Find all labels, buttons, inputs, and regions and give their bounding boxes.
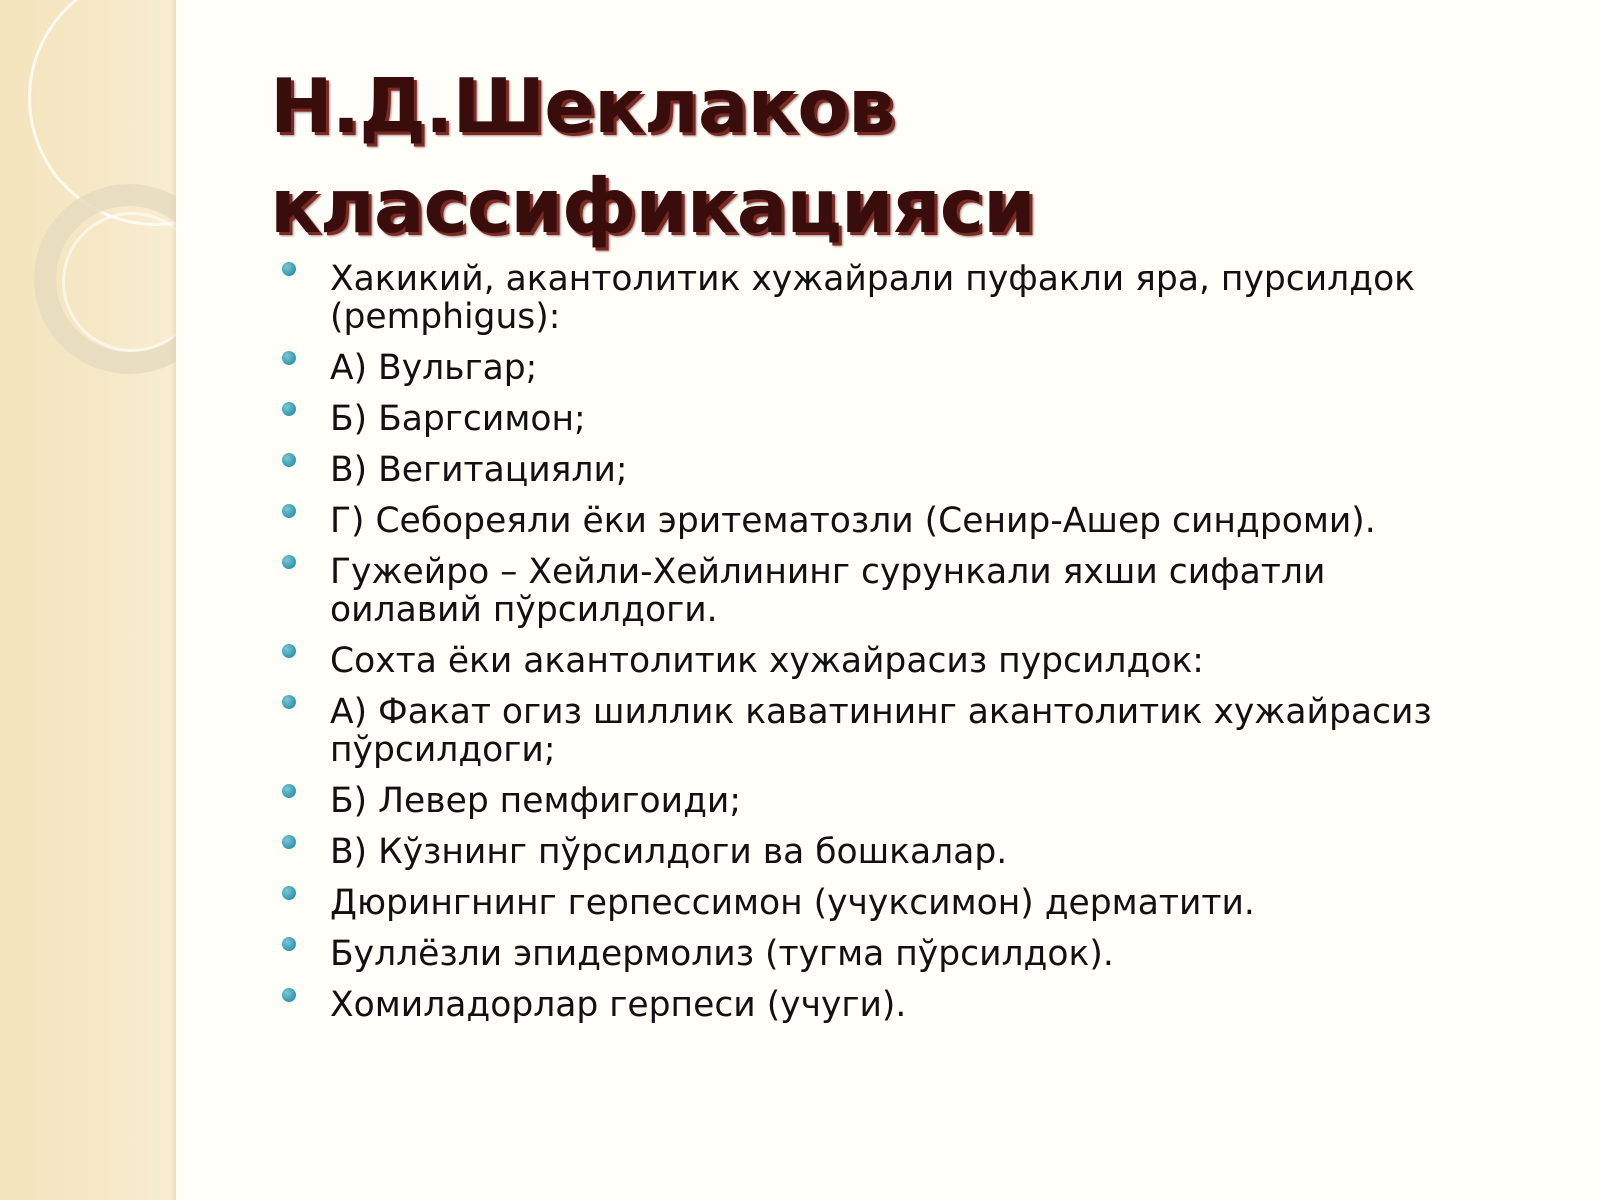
decorative-side-band [0, 0, 176, 1200]
list-item-text: Хакикий, акантолитик хужайрали пуфакли яра, пурсилдок (pemphigus): [330, 259, 1416, 337]
slide-title-line-2: классификацияси [270, 162, 1035, 250]
bullet-dot-icon [282, 504, 296, 518]
list-item-text: В) Вегитацияли; [330, 450, 628, 490]
list-item-text: А) Вульгар; [330, 348, 538, 388]
list-item [270, 553, 1480, 629]
bullet-list [270, 260, 1520, 1024]
list-item-text: А) Факат огиз шиллик каватининг акантолитик хужайрасиз пўрсилдоги; [330, 692, 1432, 770]
list-item-text: Гужейро – Хейли-Хейлининг сурункали яхши сифатли оилавий пўрсилдоги. [330, 552, 1326, 630]
list-item [270, 935, 1480, 973]
list-item-text: Г) Себореяли ёки эритематозли (Сенир-Ашер синдроми). [330, 501, 1376, 541]
list-item-text: Дюрингнинг герпессимон (учуксимон) дерматити. [330, 883, 1255, 923]
list-item [270, 400, 1480, 438]
list-item-text: Сохта ёки акантолитик хужайрасиз пурсилдок: [330, 641, 1204, 681]
bullet-dot-icon [282, 784, 296, 798]
list-item-text: Буллёзли эпидермолиз (тугма пўрсилдок). [330, 934, 1114, 974]
bullet-dot-icon [282, 988, 296, 1002]
bullet-dot-icon [282, 644, 296, 658]
list-item [270, 693, 1480, 769]
list-item-text: Хомиладорлар герпеси (учуги). [330, 985, 907, 1025]
list-item [270, 502, 1480, 540]
bullet-dot-icon [282, 937, 296, 951]
list-item [270, 884, 1480, 922]
list-item [270, 642, 1480, 680]
bullet-dot-icon [282, 453, 296, 467]
bullet-dot-icon [282, 402, 296, 416]
list-item-text: В) Кўзнинг пўрсилдоги ва бошкалар. [330, 832, 1008, 872]
list-item [270, 349, 1480, 387]
bullet-dot-icon [282, 835, 296, 849]
list-item [270, 782, 1480, 820]
bullet-dot-icon [282, 351, 296, 365]
slide-title-line-1: Н.Д.Шеклаков [270, 62, 895, 150]
list-item [270, 986, 1480, 1024]
bullet-dot-icon [282, 886, 296, 900]
bullet-dot-icon [282, 695, 296, 709]
list-item [270, 451, 1480, 489]
list-item-text: Б) Левер пемфигоиди; [330, 781, 741, 821]
list-item-text: Б) Баргсимон; [330, 399, 586, 439]
list-item [270, 833, 1480, 871]
slide-title [270, 56, 1520, 256]
slide-content [270, 56, 1520, 1037]
bullet-dot-icon [282, 555, 296, 569]
bullet-dot-icon [282, 262, 296, 276]
list-item [270, 260, 1480, 336]
